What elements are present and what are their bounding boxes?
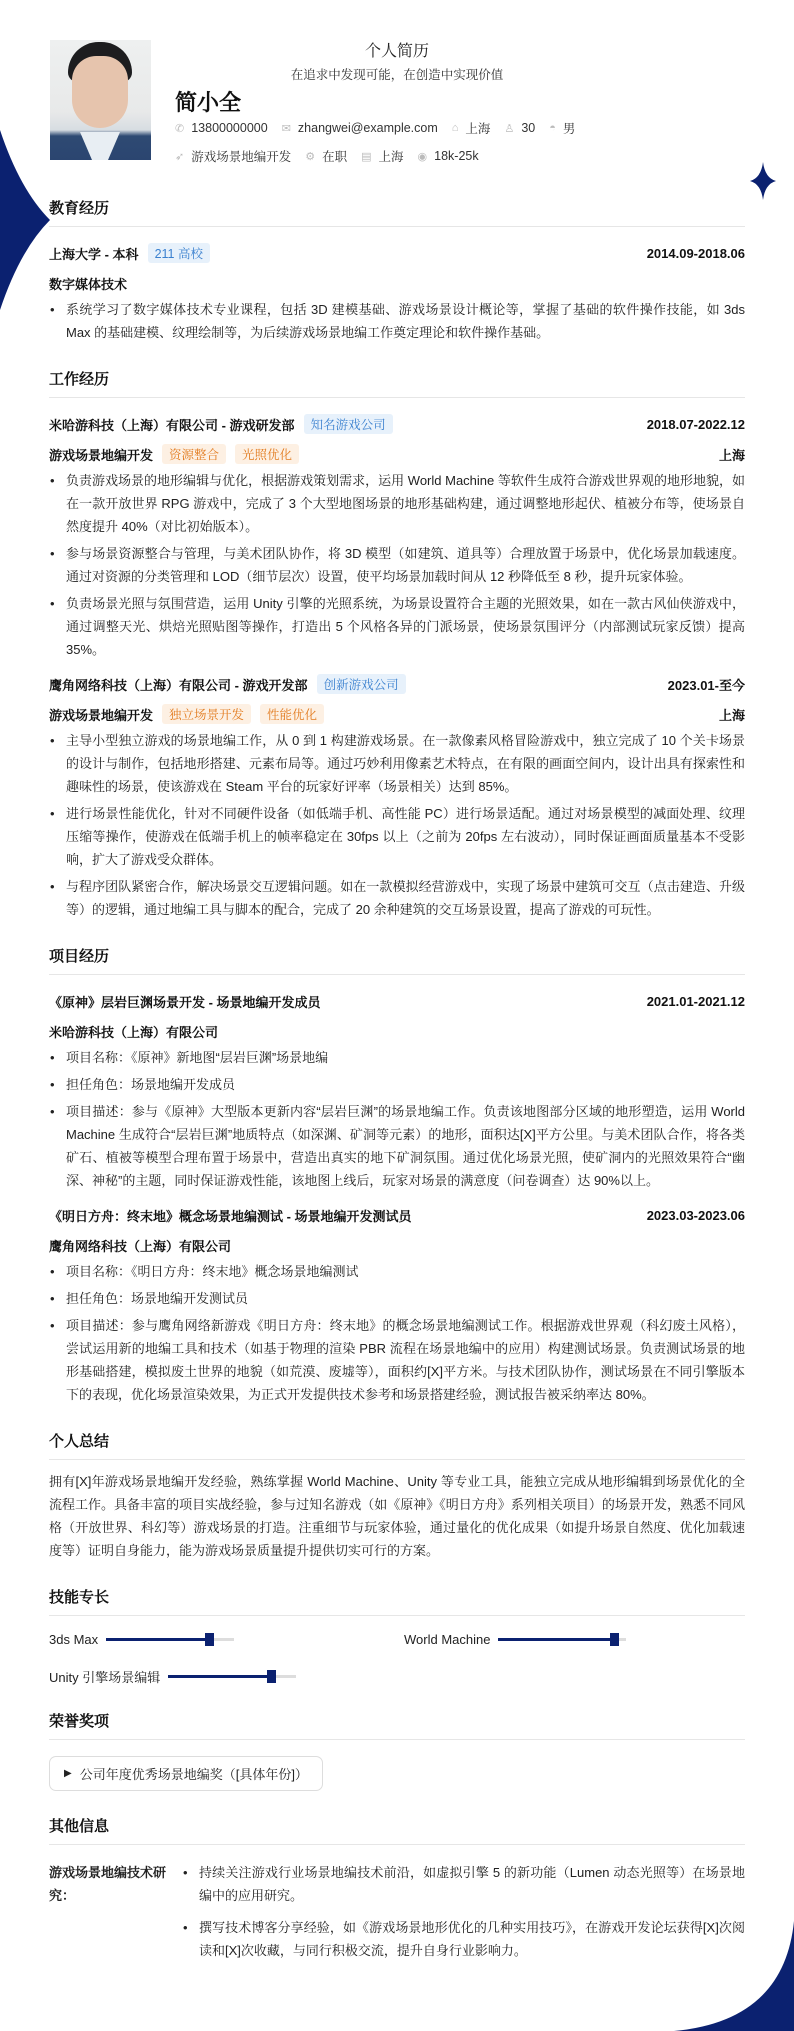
section-heading: 教育经历: [49, 197, 745, 227]
slider-thumb[interactable]: [267, 1670, 276, 1683]
section-heading: 其他信息: [49, 1815, 745, 1845]
company-tag: 知名游戏公司: [304, 414, 393, 434]
skill-tag: 光照优化: [235, 444, 299, 464]
list-item: • 与程序团队紧密合作，解决场景交互逻辑问题。如在一款模拟经营游戏中，实现了场景中建筑可交互（点击建造、升级等）的逻辑，通过地编工具与脚本的配合，完成了 20 余种建筑的交互场景设置，提高了游戏的可玩性。: [49, 875, 745, 921]
list-item: • 项目名称：《明日方舟：终末地》概念场景地编测试: [49, 1260, 745, 1283]
skill-name: 3ds Max: [49, 1632, 99, 1647]
home-icon: ⌂: [451, 122, 459, 134]
salary-icon: ◉: [417, 150, 428, 163]
job-intent-line: [175, 147, 745, 165]
age-icon: ♙: [504, 122, 515, 135]
contact-line: [175, 119, 745, 137]
skill-item: [49, 1632, 404, 1647]
awards-section: [49, 1710, 745, 1791]
company: 鹰角网络科技（上海）有限公司: [49, 1238, 232, 1254]
project-entry: [49, 990, 745, 1192]
skill-name: Unity 引擎场景编辑: [49, 1670, 161, 1685]
building-icon: ▤: [361, 150, 372, 163]
work-section: [49, 368, 745, 921]
slider-thumb[interactable]: [610, 1633, 619, 1646]
award-label: 公司年度优秀场景地编奖（[具体年份]）: [79, 1767, 308, 1782]
section-heading: 个人总结: [49, 1430, 745, 1460]
list-item: • 项目名称：《原神》新地图“层岩巨渊”场景地编: [49, 1046, 745, 1069]
slogan: 在追求中发现可能，在创造中实现价值: [290, 68, 504, 82]
list-item: • 系统学习了数字媒体技术专业课程，包括 3D 建模基础、游戏场景设计概论等，掌握了基础的软件操作技能，如 3ds Max 的基础建模、纹理绘制等，为后续游戏场景地编工作奠定理论和软件操作基础。: [49, 298, 745, 344]
sparkle-star-icon: [750, 162, 776, 200]
role: 游戏场景地编开发: [49, 447, 154, 463]
triangle-right-icon: ▶: [64, 1768, 72, 1779]
period: 2014.09-2018.06: [646, 245, 745, 261]
major: 数字媒体技术: [49, 276, 128, 292]
list-item: • 撰写技术博客分享经验，如《游戏场景地形优化的几种实用技巧》，在游戏开发论坛获得[X]次阅读和[X]次收藏，与同行积极交流，提升自身行业影响力。: [182, 1916, 745, 1962]
job-entry: [49, 673, 745, 921]
other-label: 游戏场景地编技术研究：: [49, 1865, 167, 1903]
city: 上海: [718, 707, 745, 723]
list-item: • 参与场景资源整合与管理，与美术团队协作，将 3D 模型（如建筑、道具等）合理放置于场景中，优化场景加载速度。通过对资源的分类管理和 LOD（细节层次）设置，使平均场景加载时间从 12 秒降低至 8 秒，提升玩家体验。: [49, 542, 745, 588]
list-item: • 项目描述：参与鹰角网络新游戏《明日方舟：终末地》的概念场景地编测试工作。根据游戏世界观（科幻废土风格），尝试运用新的地编工具和技术（如基于物理的渲染 PBR 流程在场景地编中的应用）构建测试场景。负责测试场景的地形基础搭建，模拟废土世界的地貌（如荒漠、废墟等），面积约[X]平方米。与技术团队协作，测试场景在不同引擎版本下的表现，优化场景渲染效果，为正式开发提供技术参考和场景搭建经验，测试报告被采纳率达 80%。: [49, 1314, 745, 1406]
skill-level-slider[interactable]: [168, 1675, 296, 1678]
company-tag: 创新游戏公司: [317, 674, 406, 694]
skill-tag: 资源整合: [162, 444, 226, 464]
slider-thumb[interactable]: [205, 1633, 214, 1646]
city: 上海: [465, 122, 491, 136]
other-section: [49, 1815, 745, 1971]
period: 2023.03-2023.06: [646, 1207, 745, 1223]
list-item: • 进行场景性能优化，针对不同硬件设备（如低端手机、高性能 PC）进行场景适配。通过对场景模型的减面处理、纹理压缩等操作，使游戏在低端手机上的帧率稳定在 30fps 以上（之前为 20fps 左右波动），同时保证画面质量基本不受影响，扩大了游戏受众群体。: [49, 802, 745, 871]
decorative-curve-left: [0, 130, 50, 310]
skill-level-slider[interactable]: [498, 1638, 626, 1641]
gender-icon: ◓: [549, 122, 556, 134]
candidate-name: 简小全: [175, 90, 242, 115]
section-heading: 项目经历: [49, 945, 745, 975]
position: 游戏场景地编开发: [191, 150, 292, 164]
section-heading: 工作经历: [49, 368, 745, 398]
company: 鹰角网络科技（上海）有限公司 - 游戏开发部: [49, 677, 308, 693]
list-item: • 持续关注游戏行业场景地编技术前沿，如虚拟引擎 5 的新功能（Lumen 动态光照等）在场景地编中的应用研究。: [182, 1861, 745, 1907]
page-title: 个人简历: [364, 43, 429, 60]
phone-icon: ✆: [175, 122, 185, 135]
send-icon: ➶: [175, 150, 185, 163]
role: 游戏场景地编开发: [49, 707, 154, 723]
section-heading: 荣誉奖项: [49, 1710, 745, 1740]
skills-section: [49, 1586, 745, 1686]
list-item: • 负责场景光照与氛围营造，运用 Unity 引擎的光照系统，为场景设置符合主题的光照效果，如在一款古风仙侠游戏中，通过调整天光、烘焙光照贴图等操作，打造出 5 个风格各异的门派场景，使场景氛围评分（内部测试玩家反馈）提高 35%。: [49, 592, 745, 661]
age: 30: [521, 121, 536, 135]
section-heading: 技能专长: [49, 1586, 745, 1616]
school-tag: 211 高校: [148, 243, 210, 263]
email: zhangwei@example.com: [297, 121, 438, 135]
project-title: 《原神》层岩巨渊场景开发 - 场景地编开发成员: [49, 994, 321, 1010]
skill-tag: 独立场景开发: [162, 704, 251, 724]
status-icon: ⚙: [305, 150, 316, 163]
project-title: 《明日方舟：终末地》概念场景地编测试 - 场景地编开发测试员: [49, 1208, 412, 1224]
projects-section: [49, 945, 745, 1406]
phone: 13800000000: [191, 121, 268, 135]
list-item: • 担任角色：场景地编开发测试员: [49, 1287, 745, 1310]
summary-text: 拥有[X]年游戏场景地编开发经验，熟练掌握 World Machine、Unity 等专业工具，能独立完成从地形编辑到场景优化的全流程工作。具备丰富的项目实战经验，参与过知名游戏（如《原神》《明日方舟》系列相关项目）的场景开发，熟悉不同风格（开放世界、科幻等）游戏场景的打造。注重细节与玩家体验，通过量化的优化成果（如提升场景自然度、优化加载速度等）证明自身能力，能为游戏场景质量提升提供切实可行的方案。: [49, 1474, 745, 1558]
period: 2021.01-2021.12: [646, 993, 745, 1009]
skill-item: [404, 1632, 744, 1647]
skill-name: World Machine: [404, 1632, 491, 1647]
city: 上海: [718, 447, 745, 463]
company: 米哈游科技（上海）有限公司 - 游戏研发部: [49, 417, 295, 433]
skill-tag: 性能优化: [260, 704, 324, 724]
education-section: [49, 197, 745, 344]
skill-item: [49, 1667, 404, 1686]
list-item: • 担任角色：场景地编开发成员: [49, 1073, 745, 1096]
award-item[interactable]: [49, 1756, 323, 1791]
email-icon: ✉: [281, 122, 291, 135]
period: 2018.07-2022.12: [646, 416, 745, 432]
skill-level-slider[interactable]: [106, 1638, 234, 1641]
salary: 18k-25k: [434, 149, 479, 163]
job-entry: [49, 413, 745, 661]
summary-section: [49, 1430, 745, 1562]
gender: 男: [562, 122, 576, 136]
status: 在职: [322, 150, 348, 164]
school: 上海大学 - 本科: [49, 246, 139, 262]
list-item: • 主导小型独立游戏的场景地编工作，从 0 到 1 构建游戏场景。在一款像素风格冒险游戏中，独立完成了 10 个关卡场景的设计与制作，包括地形搭建、元素布局等。通过巧妙利用像素艺术特点，在有限的画面空间内，设计出具有探索性和趣味性的场景，使该游戏在 Steam 平台的玩家好评率（场景相关）达到 85%。: [49, 729, 745, 798]
period: 2023.01-至今: [667, 677, 745, 693]
list-item: • 项目描述：参与《原神》大型版本更新内容“层岩巨渊”的场景地编工作。负责该地图部分区域的地形塑造，运用 World Machine 生成符合“层岩巨渊”地质特点（如深渊、矿洞等元素）的地形，面积达[X]平方公里。与美术团队合作，将各类矿石、植被等模型合理布置于场景中，营造出真实的地下矿洞氛围。通过优化场景光照，使矿洞内的光照效果符合“幽深、神秘”的主题，同时保证游戏性能，该地图上线后，玩家对场景的满意度（问卷调查）达 90%以上。: [49, 1100, 745, 1192]
project-entry: [49, 1204, 745, 1406]
company: 米哈游科技（上海）有限公司: [49, 1024, 219, 1040]
list-item: • 负责游戏场景的地形编辑与优化，根据游戏策划需求，运用 World Machine 等软件生成符合游戏世界观的地形地貌，如在一款开放世界 RPG 游戏中，完成了 3 个大型地图场景的地形基础构建，通过调整地形起伏、植被分布等，使场景自然度提升 40%（对比初始版本）。: [49, 469, 745, 538]
work-city: 上海: [378, 150, 404, 164]
